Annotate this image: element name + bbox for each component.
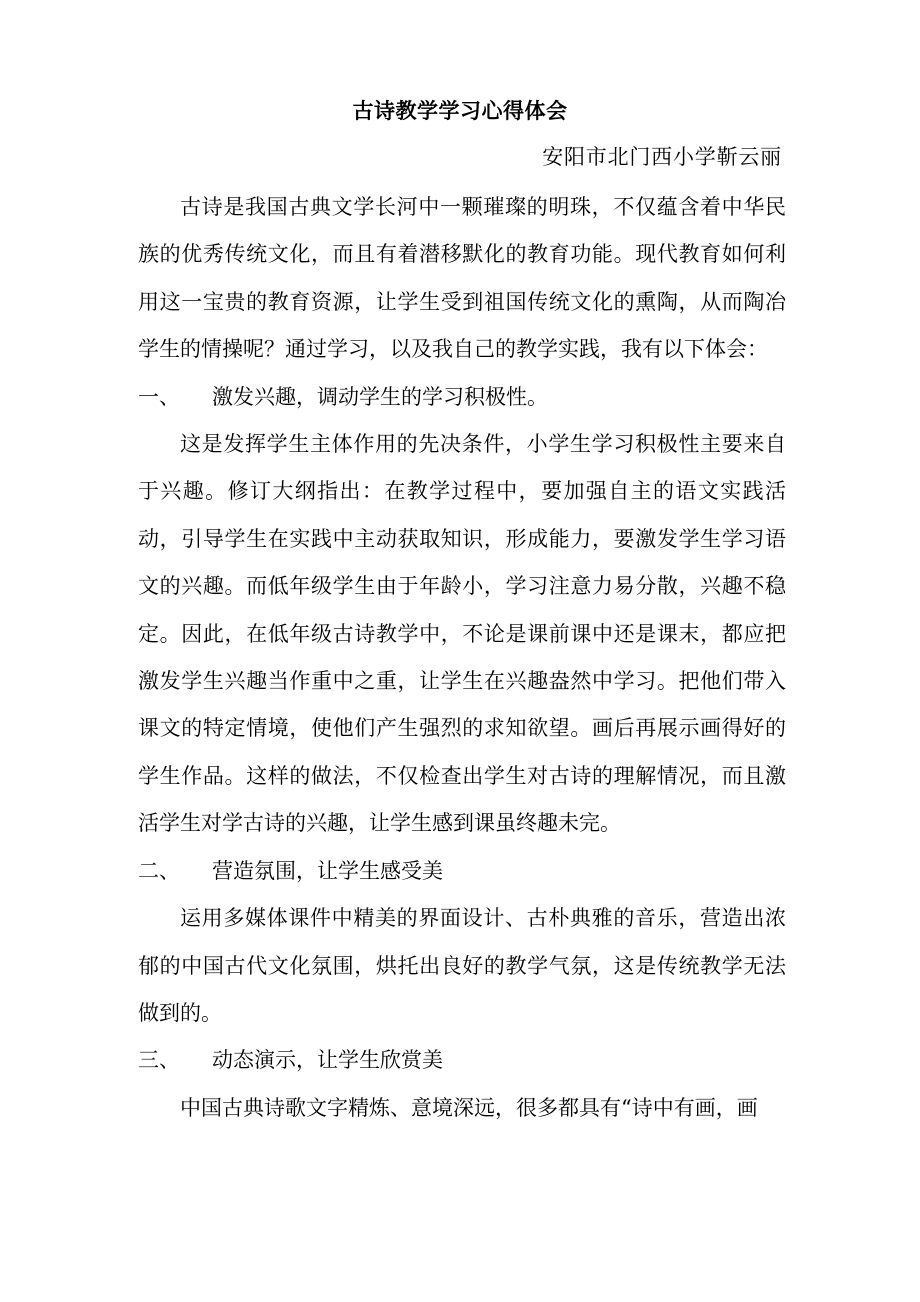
section-heading-text: 动态演示，让学生欣赏美 (212, 1048, 443, 1073)
section-heading-2 (138, 848, 786, 895)
paragraph-section-2: 运用多媒体课件中精美的界面设计、古朴典雅的音乐，营造出浓郁的中国古代文化氛围，烘托出良好的教学气氛，这是传统教学无法做到的。 (138, 906, 786, 1025)
section-heading-text: 激发兴趣，调动学生的学习积极性。 (212, 384, 548, 409)
section-heading-1 (138, 374, 786, 421)
section-number: 一、 (138, 384, 180, 409)
document-body (138, 184, 786, 1132)
section-heading-text: 营造氛围，让学生感受美 (212, 858, 443, 883)
paragraph-intro: 古诗是我国古典文学长河中一颗璀璨的明珠，不仅蕴含着中华民族的优秀传统文化，而且有着潜移默化的教育功能。现代教育如何利用这一宝贵的教育资源，让学生受到祖国传统文化的熏陶，从而陶冶学生的情操呢？通过学习，以及我自己的教学实践，我有以下体会： (138, 195, 786, 362)
section-heading-3 (138, 1037, 786, 1084)
paragraph-section-3: 中国古典诗歌文字精炼、意境深远，很多都具有“诗中有画，画 (180, 1095, 758, 1120)
section-number: 三、 (138, 1048, 180, 1073)
document-title: 古诗教学学习心得体会 (352, 99, 568, 123)
paragraph-section-1: 这是发挥学生主体作用的先决条件，小学生学习积极性主要来自于兴趣。修订大纲指出：在教学过程中，要加强自主的语文实践活动，引导学生在实践中主动获取知识，形成能力，要激发学生学习语文的兴趣。而低年级学生由于年龄小，学习注意力易分散，兴趣不稳定。因此，在低年级古诗教学中，不论是课前课中还是课末，都应把激发学生兴趣当作重中之重，让学生在兴趣盎然中学习。把他们带入课文的特定情境，使他们产生强烈的求知欲望。画后再展示画得好的学生作品。这样的做法，不仅检查出学生对古诗的理解情况，而且激活学生对学古诗的兴趣，让学生感到课虽终趣未完。 (138, 432, 786, 836)
section-number: 二、 (138, 858, 180, 883)
author-line: 安阳市北门西小学靳云丽 (542, 145, 782, 169)
